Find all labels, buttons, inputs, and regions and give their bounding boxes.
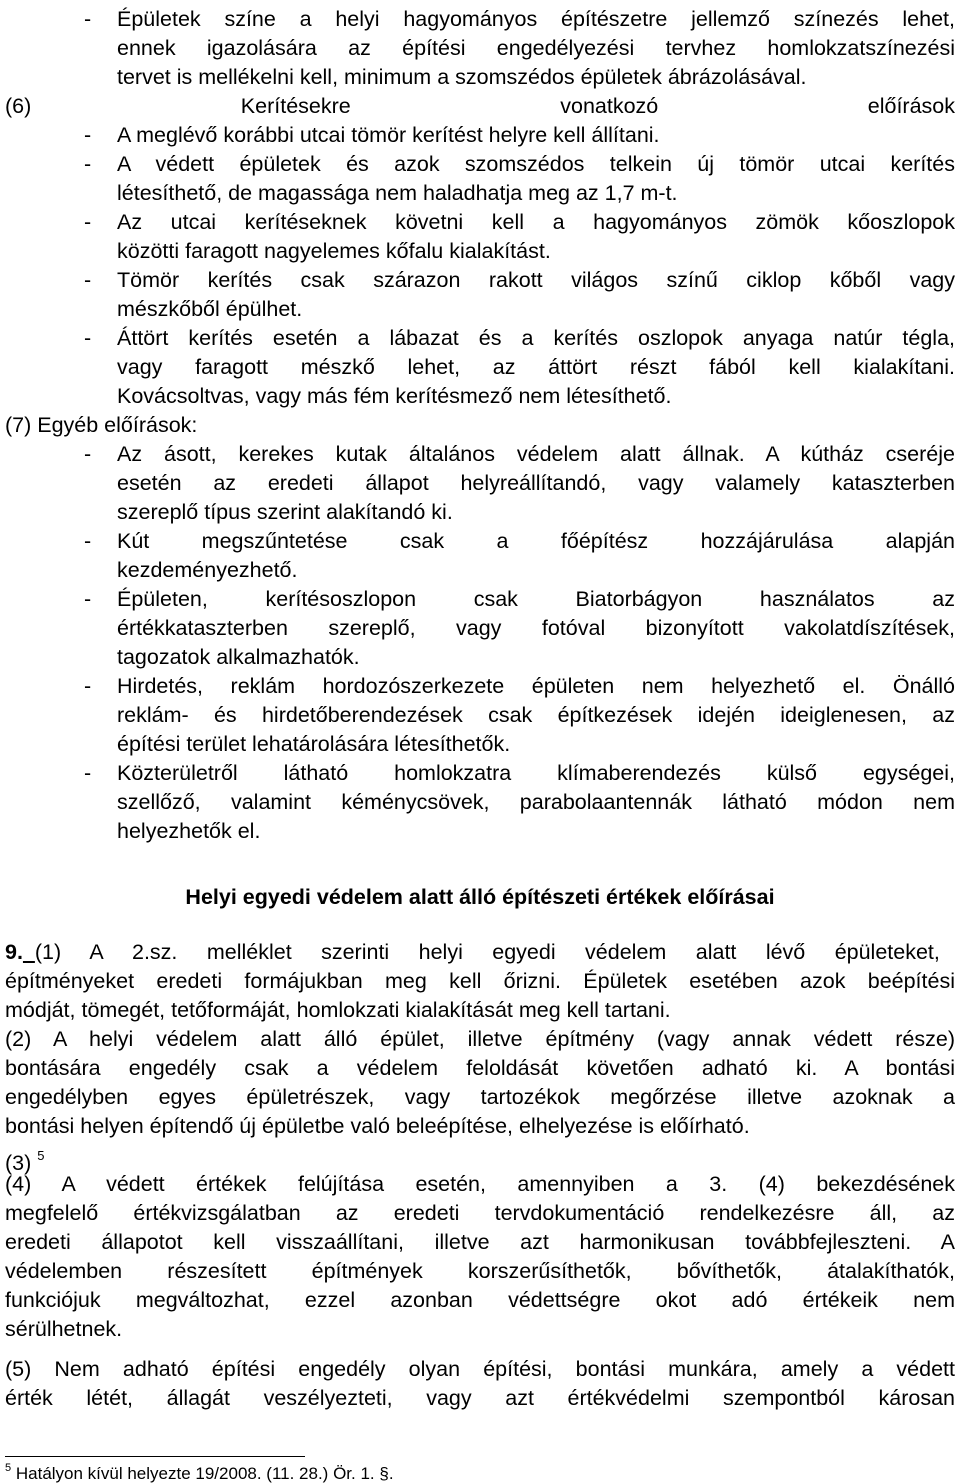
paragraph-4-line-5: funkciójuk megváltozhat, ezzel azonban védettségre okot adó értékeik nem	[5, 1288, 955, 1312]
paragraph-2-line-3: engedélyben egyes épületrészek, vagy tartozékok megőrzése illetve azoknak a	[5, 1085, 955, 1109]
list-item-line: értékkataszterben szereplő, vagy fotóval bizonyított vakolatdíszítések,	[117, 616, 955, 640]
paragraph-1-line-3: módját, tömegét, tetőformáját, homlokzati kialakítását meg kell tartani.	[5, 998, 671, 1022]
list-bullet: -	[84, 326, 92, 350]
footnote-separator	[5, 1456, 305, 1457]
list-item-line: mészkőből épülhet.	[117, 297, 303, 321]
footnote	[5, 1458, 394, 1484]
footnote-marker: 5	[5, 1462, 12, 1474]
list-item-line: tagozatok alkalmazhatók.	[117, 645, 360, 669]
paragraph-4-line-3: eredeti állapotot kell visszaállítani, illetve azt harmonikusan továbbfejleszteni. A	[5, 1230, 955, 1254]
footnote-text: Hatályon kívül helyezte 19/2008. (11. 28.) Ör. 1. §.	[15, 1464, 394, 1483]
list-bullet: -	[84, 587, 92, 611]
paragraph-5-line-1: (5) Nem adható építési engedély olyan építési, bontási munkára, amely a védett	[5, 1357, 955, 1381]
list-bullet: -	[84, 529, 92, 553]
section-title: Helyi egyedi védelem alatt álló építészeti értékek előírásai	[185, 885, 775, 909]
paragraph-3	[5, 1141, 45, 1175]
paragraph-4-line-2: megfelelő értékvizsgálatban az eredeti tervdokumentáció rendelkezésre áll, az	[5, 1201, 955, 1225]
list-item-line: létesíthető, de magassága nem haladhatja meg az 1,7 m-t.	[117, 181, 678, 205]
list-item-line: A védett épületek és azok szomszédos telkein új tömör utcai kerítés	[117, 152, 955, 176]
list-item-line: Kút megszűntetése csak a főépítész hozzájárulása alapján	[117, 529, 955, 553]
list-item-line: reklám- és hirdetőberendezések csak építkezések idején ideiglenesen, az	[117, 703, 955, 727]
list-item-line: vagy faragott mészkő lehet, az áttört részt fából kell kialakítani.	[117, 355, 955, 379]
list-bullet: -	[84, 210, 92, 234]
list-bullet: -	[84, 268, 92, 292]
list-item-line: Tömör kerítés csak szárazon rakott világos színű ciklop kőből vagy	[117, 268, 955, 292]
list-item-line: Hirdetés, reklám hordozószerkezete épületen nem helyezhető el. Önálló	[117, 674, 955, 698]
list-item-line: szereplő típus szerint alakítandó ki.	[117, 500, 453, 524]
paragraph-4-line-4: védelemben részesített építmények korszerűsíthetők, bővíthetők, átalakíthatók,	[5, 1259, 955, 1283]
list-item-line: kezdeményezhető.	[117, 558, 298, 582]
list-item-line: tervet is mellékelni kell, minimum a szomszédos épületek ábrázolásával.	[117, 65, 807, 89]
list-item-line: szellőző, valamint kéménycsövek, parabolaantennák látható módon nem	[117, 790, 955, 814]
subsection-heading: (6) Kerítésekre vonatkozó előírások	[5, 94, 955, 118]
paragraph-3-label: (3)	[5, 1151, 32, 1175]
paragraph-1-text: (1) A 2.sz. melléklet szerinti helyi egyedi védelem alatt lévő épületeket,	[34, 940, 940, 964]
section-number: 9.	[5, 940, 23, 964]
list-item-line: esetén az eredeti állapot helyreállítandó, vagy valamely kataszterben	[117, 471, 955, 495]
list-item-line: Az utcai kerítéseknek követni kell a hagyományos zömök kőoszlopok	[117, 210, 955, 234]
list-item-line: építési terület lehatárolására létesíthetők.	[117, 732, 511, 756]
list-item-line: A meglévő korábbi utcai tömör kerítést helyre kell állítani.	[117, 123, 660, 147]
list-item-line: Az ásott, kerekes kutak általános védelem alatt állnak. A kútház cseréje	[117, 442, 955, 466]
list-bullet: -	[84, 7, 92, 31]
list-item-line: Épületek színe a helyi hagyományos építészetre jellemző színezés lehet,	[117, 7, 955, 31]
paragraph-2-line-2: bontására engedély csak a védelem feloldását követően adható ki. A bontási	[5, 1056, 955, 1080]
paragraph-2-line-1: (2) A helyi védelem alatt álló épület, illetve építmény (vagy annak védett része)	[5, 1027, 955, 1051]
paragraph-1-line-1	[5, 938, 955, 967]
paragraph-1-line-2: építményeket eredeti formájukban meg kell őrizni. Épületek esetében azok beépítési	[5, 969, 955, 993]
subsection-heading: (7) Egyéb előírások:	[5, 413, 198, 437]
list-bullet: -	[84, 761, 92, 785]
footnote-reference[interactable]: 5	[37, 1148, 45, 1163]
list-item-line: ennek igazolására az építési engedélyezési tervhez homlokzatszínezési	[117, 36, 955, 60]
list-item-line: Kovácsoltvas, vagy más fém kerítésmező nem létesíthető.	[117, 384, 672, 408]
paragraph-4-line-6: sérülhetnek.	[5, 1317, 123, 1341]
list-bullet: -	[84, 123, 92, 147]
list-bullet: -	[84, 674, 92, 698]
list-bullet: -	[84, 442, 92, 466]
list-item-line: Közterületről látható homlokzatra klímaberendezés külső egységei,	[117, 761, 955, 785]
paragraph-2-line-4: bontási helyen építendő új épületbe való beleépítése, elhelyezése is előírható.	[5, 1114, 750, 1138]
list-item-line: közötti faragott nagyelemes kőfalu kialakítást.	[117, 239, 551, 263]
list-bullet: -	[84, 152, 92, 176]
list-item-line: Áttört kerítés esetén a lábazat és a kerítés oszlopok anyaga natúr tégla,	[117, 326, 955, 350]
paragraph-5-line-2: érték létét, állagát veszélyezteti, vagy azt értékvédelmi szempontból károsan	[5, 1386, 955, 1410]
list-item-line: Épületen, kerítésoszlopon csak Biatorbágyon használatos az	[117, 587, 955, 611]
paragraph-4-line-1: (4) A védett értékek felújítása esetén, amennyiben a 3. (4) bekezdésének	[5, 1172, 955, 1196]
list-item-line: helyezhetők el.	[117, 819, 261, 843]
